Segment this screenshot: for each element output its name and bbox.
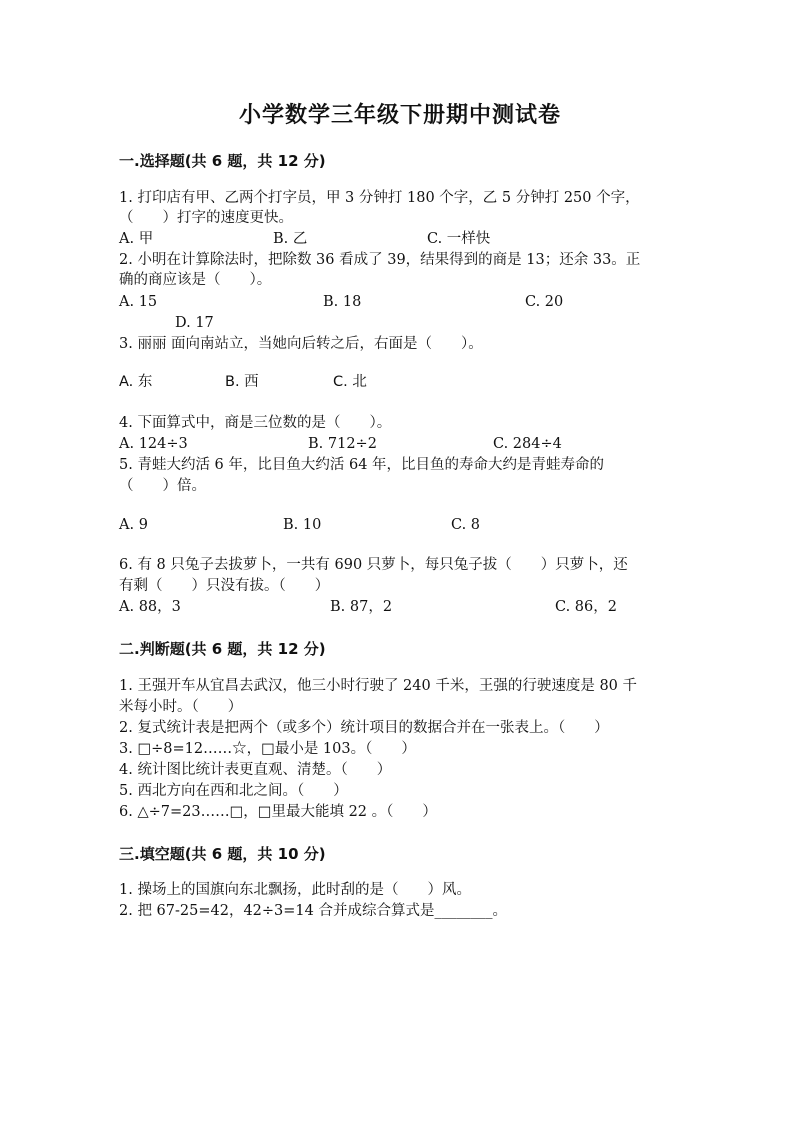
question-line: 2. 把 67-25=42，42÷3=14 合并成综合算式是________。 — [119, 903, 507, 919]
option-a: A. 甲 — [119, 231, 154, 247]
section-heading-fill-blank: 三.填空题(共 6 题，共 10 分) — [119, 845, 326, 863]
option-a: A. 东 — [119, 374, 153, 390]
question-line: 米每小时。（ ） — [119, 699, 243, 715]
question-line: 5. 青蛙大约活 6 年，比目鱼大约活 64 年，比目鱼的寿命大约是青蛙寿命的 — [119, 457, 605, 473]
page-title: 小学数学三年级下册期中测试卷 — [238, 103, 561, 128]
option-c: C. 20 — [525, 294, 564, 310]
question-line: 1. 王强开车从宜昌去武汉，他三小时行驶了 240 千米，王强的行驶速度是 80 千 — [119, 678, 638, 694]
question-line: 2. 复式统计表是把两个（或多个）统计项目的数据合并在一张表上。（ ） — [119, 720, 609, 736]
option-c: C. 284÷4 — [493, 436, 562, 452]
question-line: 1. 操场上的国旗向东北飘扬，此时刮的是（ ）风。 — [119, 882, 471, 898]
section-heading-judgement: 二.判断题(共 6 题，共 12 分) — [119, 640, 326, 658]
option-b: B. 87，2 — [330, 599, 393, 615]
option-a: A. 15 — [119, 294, 158, 310]
question-line: （ ）倍。 — [119, 478, 206, 494]
option-b: B. 乙 — [273, 231, 308, 247]
question-line: （ ）打字的速度更快。 — [119, 210, 293, 226]
question-line: 有剩（ ）只没有拔。（ ） — [119, 578, 330, 594]
option-b: B. 西 — [225, 374, 259, 390]
question-line: 1. 打印店有甲、乙两个打字员，甲 3 分钟打 180 个字，乙 5 分钟打 250 个字， — [119, 190, 640, 206]
question-line: 3. 丽丽 面向南站立，当她向后转之后，右面是（ ）。 — [119, 336, 483, 352]
option-b: B. 18 — [323, 294, 362, 310]
question-line: 6. 有 8 只兔子去拔萝卜，一共有 690 只萝卜，每只兔子拔（ ）只萝卜，还 — [119, 557, 628, 573]
question-line: 5. 西北方向在西和北之间。（ ） — [119, 783, 348, 799]
option-a: A. 124÷3 — [119, 436, 188, 452]
question-line: 6. △÷7=23……□，□里最大能填 22 。（ ） — [119, 804, 437, 820]
question-line: 确的商应该是（ ）。 — [119, 272, 272, 288]
option-a: A. 9 — [119, 517, 148, 533]
option-c: C. 86，2 — [555, 599, 617, 615]
option-c: C. 一样快 — [427, 231, 491, 247]
question-line: 2. 小明在计算除法时，把除数 36 看成了 39，结果得到的商是 13；还余 33。正 — [119, 252, 641, 268]
option-c: C. 8 — [451, 517, 481, 533]
option-b: B. 10 — [283, 517, 322, 533]
question-line: 4. 下面算式中，商是三位数的是（ ）。 — [119, 415, 392, 431]
question-line: 4. 统计图比统计表更直观、清楚。（ ） — [119, 762, 392, 778]
section-heading-choice: 一.选择题(共 6 题，共 12 分) — [119, 152, 326, 170]
option-a: A. 88，3 — [119, 599, 181, 615]
option-c: C. 北 — [333, 374, 367, 390]
option-b: B. 712÷2 — [308, 436, 377, 452]
question-line: 3. □÷8=12……☆，□最小是 103。（ ） — [119, 741, 416, 757]
option-d: D. 17 — [175, 315, 214, 331]
